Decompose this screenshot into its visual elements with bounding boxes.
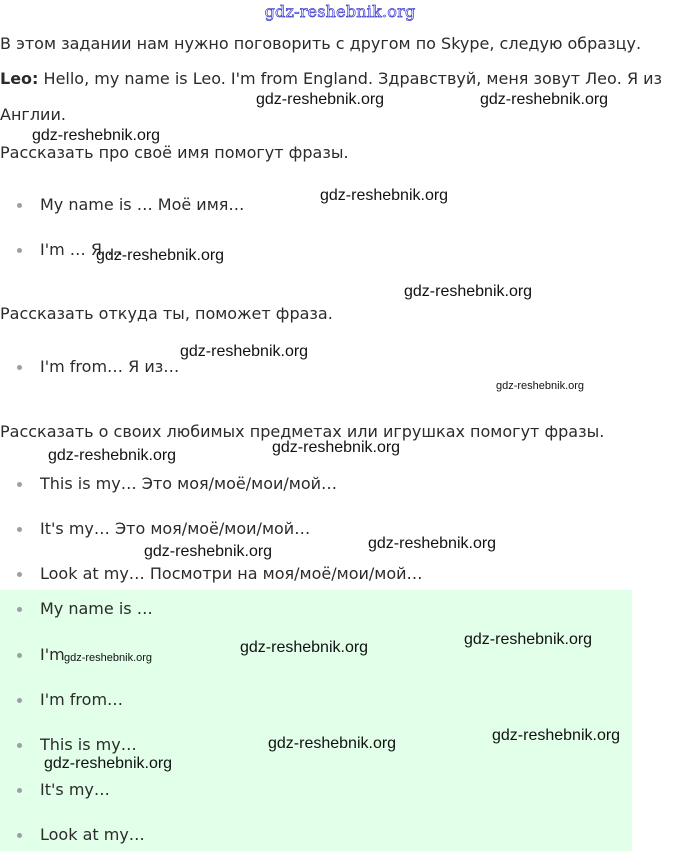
bullet-icon	[17, 698, 22, 703]
list-item: It's my… Это моя/моё/мои/мой…	[40, 519, 311, 538]
watermark: gdz-reshebnik.org	[48, 447, 177, 464]
bullet-icon	[17, 365, 22, 370]
answer-item: It's my…	[40, 780, 110, 799]
bullet-icon	[17, 203, 22, 208]
watermark: gdz-reshebnik.org	[496, 380, 585, 392]
watermark: gdz-reshebnik.org	[464, 631, 593, 648]
watermark: gdz-reshebnik.org	[368, 535, 497, 552]
speaker-label: Leo:	[0, 69, 39, 88]
list-item: I'm … Я …	[40, 240, 124, 259]
example-line-2: Англии.	[0, 105, 66, 124]
watermark: gdz-reshebnik.org	[96, 247, 225, 264]
watermark: gdz-reshebnik.org	[256, 91, 385, 108]
bullet-icon	[17, 788, 22, 793]
watermark: gdz-reshebnik.org	[44, 755, 173, 772]
watermark: gdz-reshebnik.org	[320, 187, 449, 204]
answer-box	[0, 590, 632, 851]
watermark: gdz-reshebnik.org	[240, 639, 369, 656]
watermark: gdz-reshebnik.org	[180, 343, 309, 360]
answer-item: This is my…	[40, 735, 137, 754]
list-item: I'm from… Я из…	[40, 357, 180, 376]
watermark: gdz-reshebnik.org	[480, 91, 609, 108]
answer-item: Look at my…	[40, 825, 145, 844]
list-item: This is my… Это моя/моё/мои/мой…	[40, 474, 338, 493]
bullet-icon	[17, 607, 22, 612]
watermark: gdz-reshebnik.org	[404, 283, 533, 300]
bullet-icon	[17, 482, 22, 487]
answer-item: My name is …	[40, 599, 153, 618]
answer-item: I'm	[40, 645, 65, 664]
list-item: My name is … Моё имя…	[40, 195, 245, 214]
section-name-heading: Рассказать про своё имя помогут фразы.	[0, 143, 349, 162]
example-line-1	[0, 68, 662, 90]
watermark: gdz-reshebnik.org	[32, 127, 161, 144]
watermark: gdz-reshebnik.org	[64, 652, 153, 664]
section-things-heading: Рассказать о своих любимых предметах или игрушках помогут фразы.	[0, 422, 605, 441]
watermark: gdz-reshebnik.org	[492, 727, 621, 744]
site-header-watermark: gdz-reshebnik.org	[264, 2, 416, 21]
watermark: gdz-reshebnik.org	[144, 543, 273, 560]
bullet-icon	[17, 527, 22, 532]
section-from-heading: Рассказать откуда ты, поможет фраза.	[0, 304, 333, 323]
bullet-icon	[17, 653, 22, 658]
watermark: gdz-reshebnik.org	[272, 439, 401, 456]
example-text: Hello, my name is Leo. I'm from England. Здравствуй, меня зовут Лео. Я из	[43, 69, 663, 88]
answer-item: I'm from…	[40, 690, 124, 709]
bullet-icon	[17, 572, 22, 577]
bullet-icon	[17, 833, 22, 838]
bullet-icon	[17, 248, 22, 253]
intro-text: В этом задании нам нужно поговорить с другом по Skype, следую образцу.	[0, 34, 642, 53]
watermark: gdz-reshebnik.org	[268, 735, 397, 752]
list-item: Look at my… Посмотри на моя/моё/мои/мой…	[40, 564, 423, 583]
bullet-icon	[17, 743, 22, 748]
